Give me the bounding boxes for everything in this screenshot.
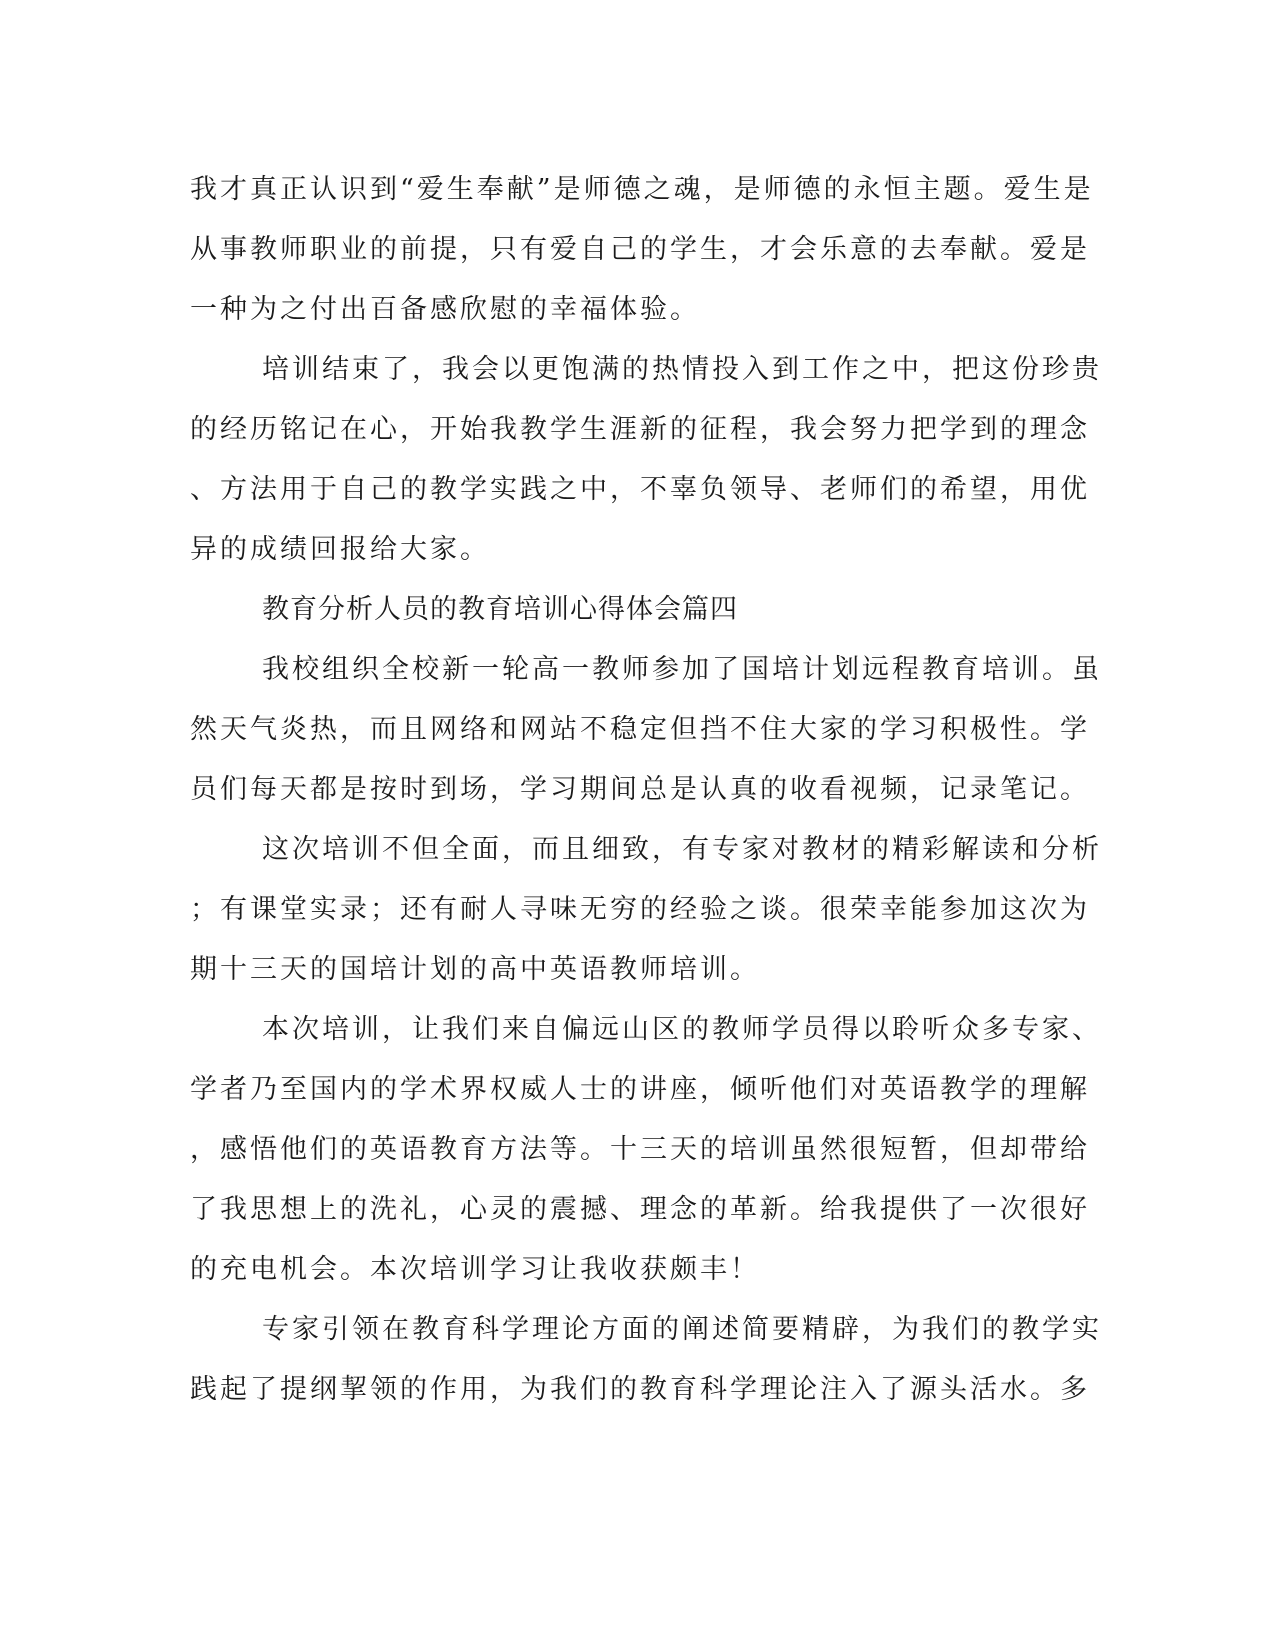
paragraph-line: 践起了提纲挈领的作用，为我们的教育科学理论注入了源头活水。多 — [190, 1374, 1090, 1405]
paragraph-line: 员们每天都是按时到场，学习期间总是认真的收看视频，记录笔记。 — [190, 774, 1090, 805]
paragraph-line: 的经历铭记在心，开始我教学生涯新的征程，我会努力把学到的理念 — [190, 414, 1090, 445]
paragraph-line: 然天气炎热，而且网络和网站不稳定但挡不住大家的学习积极性。学 — [190, 714, 1090, 745]
paragraph-line: 的充电机会。本次培训学习让我收获颇丰！ — [190, 1254, 760, 1285]
paragraph-line: 异的成绩回报给大家。 — [190, 534, 490, 565]
paragraph-line: 这次培训不但全面，而且细致，有专家对教材的精彩解读和分析 — [262, 834, 1102, 865]
paragraph-line: 本次培训，让我们来自偏远山区的教师学员得以聆听众多专家、 — [262, 1014, 1102, 1045]
paragraph-line: 我校组织全校新一轮高一教师参加了国培计划远程教育培训。虽 — [262, 654, 1102, 685]
paragraph-line: 从事教师职业的前提，只有爱自己的学生，才会乐意的去奉献。爱是 — [190, 234, 1090, 265]
document-body — [190, 160, 1102, 1420]
paragraph-line: 了我思想上的洗礼，心灵的震撼、理念的革新。给我提供了一次很好 — [190, 1194, 1090, 1225]
paragraph-line: ；有课堂实录；还有耐人寻味无穷的经验之谈。很荣幸能参加这次为 — [190, 894, 1090, 925]
paragraph-line: 培训结束了，我会以更饱满的热情投入到工作之中，把这份珍贵 — [262, 354, 1102, 385]
paragraph-line: 一种为之付出百备感欣慰的幸福体验。 — [190, 294, 700, 325]
paragraph-line: ，感悟他们的英语教育方法等。十三天的培训虽然很短暂，但却带给 — [190, 1134, 1090, 1165]
paragraph-line: 我才真正认识到“爱生奉献”是师德之魂，是师德的永恒主题。爱生是 — [190, 174, 1094, 205]
paragraph-line: 学者乃至国内的学术界权威人士的讲座，倾听他们对英语教学的理解 — [190, 1074, 1090, 1105]
section-heading: 教育分析人员的教育培训心得体会篇四 — [262, 594, 738, 625]
paragraph-line: 、方法用于自己的教学实践之中，不辜负领导、老师们的希望，用优 — [190, 474, 1090, 505]
paragraph-line: 期十三天的国培计划的高中英语教师培训。 — [190, 954, 760, 985]
paragraph-line: 专家引领在教育科学理论方面的阐述简要精辟，为我们的教学实 — [262, 1314, 1102, 1345]
